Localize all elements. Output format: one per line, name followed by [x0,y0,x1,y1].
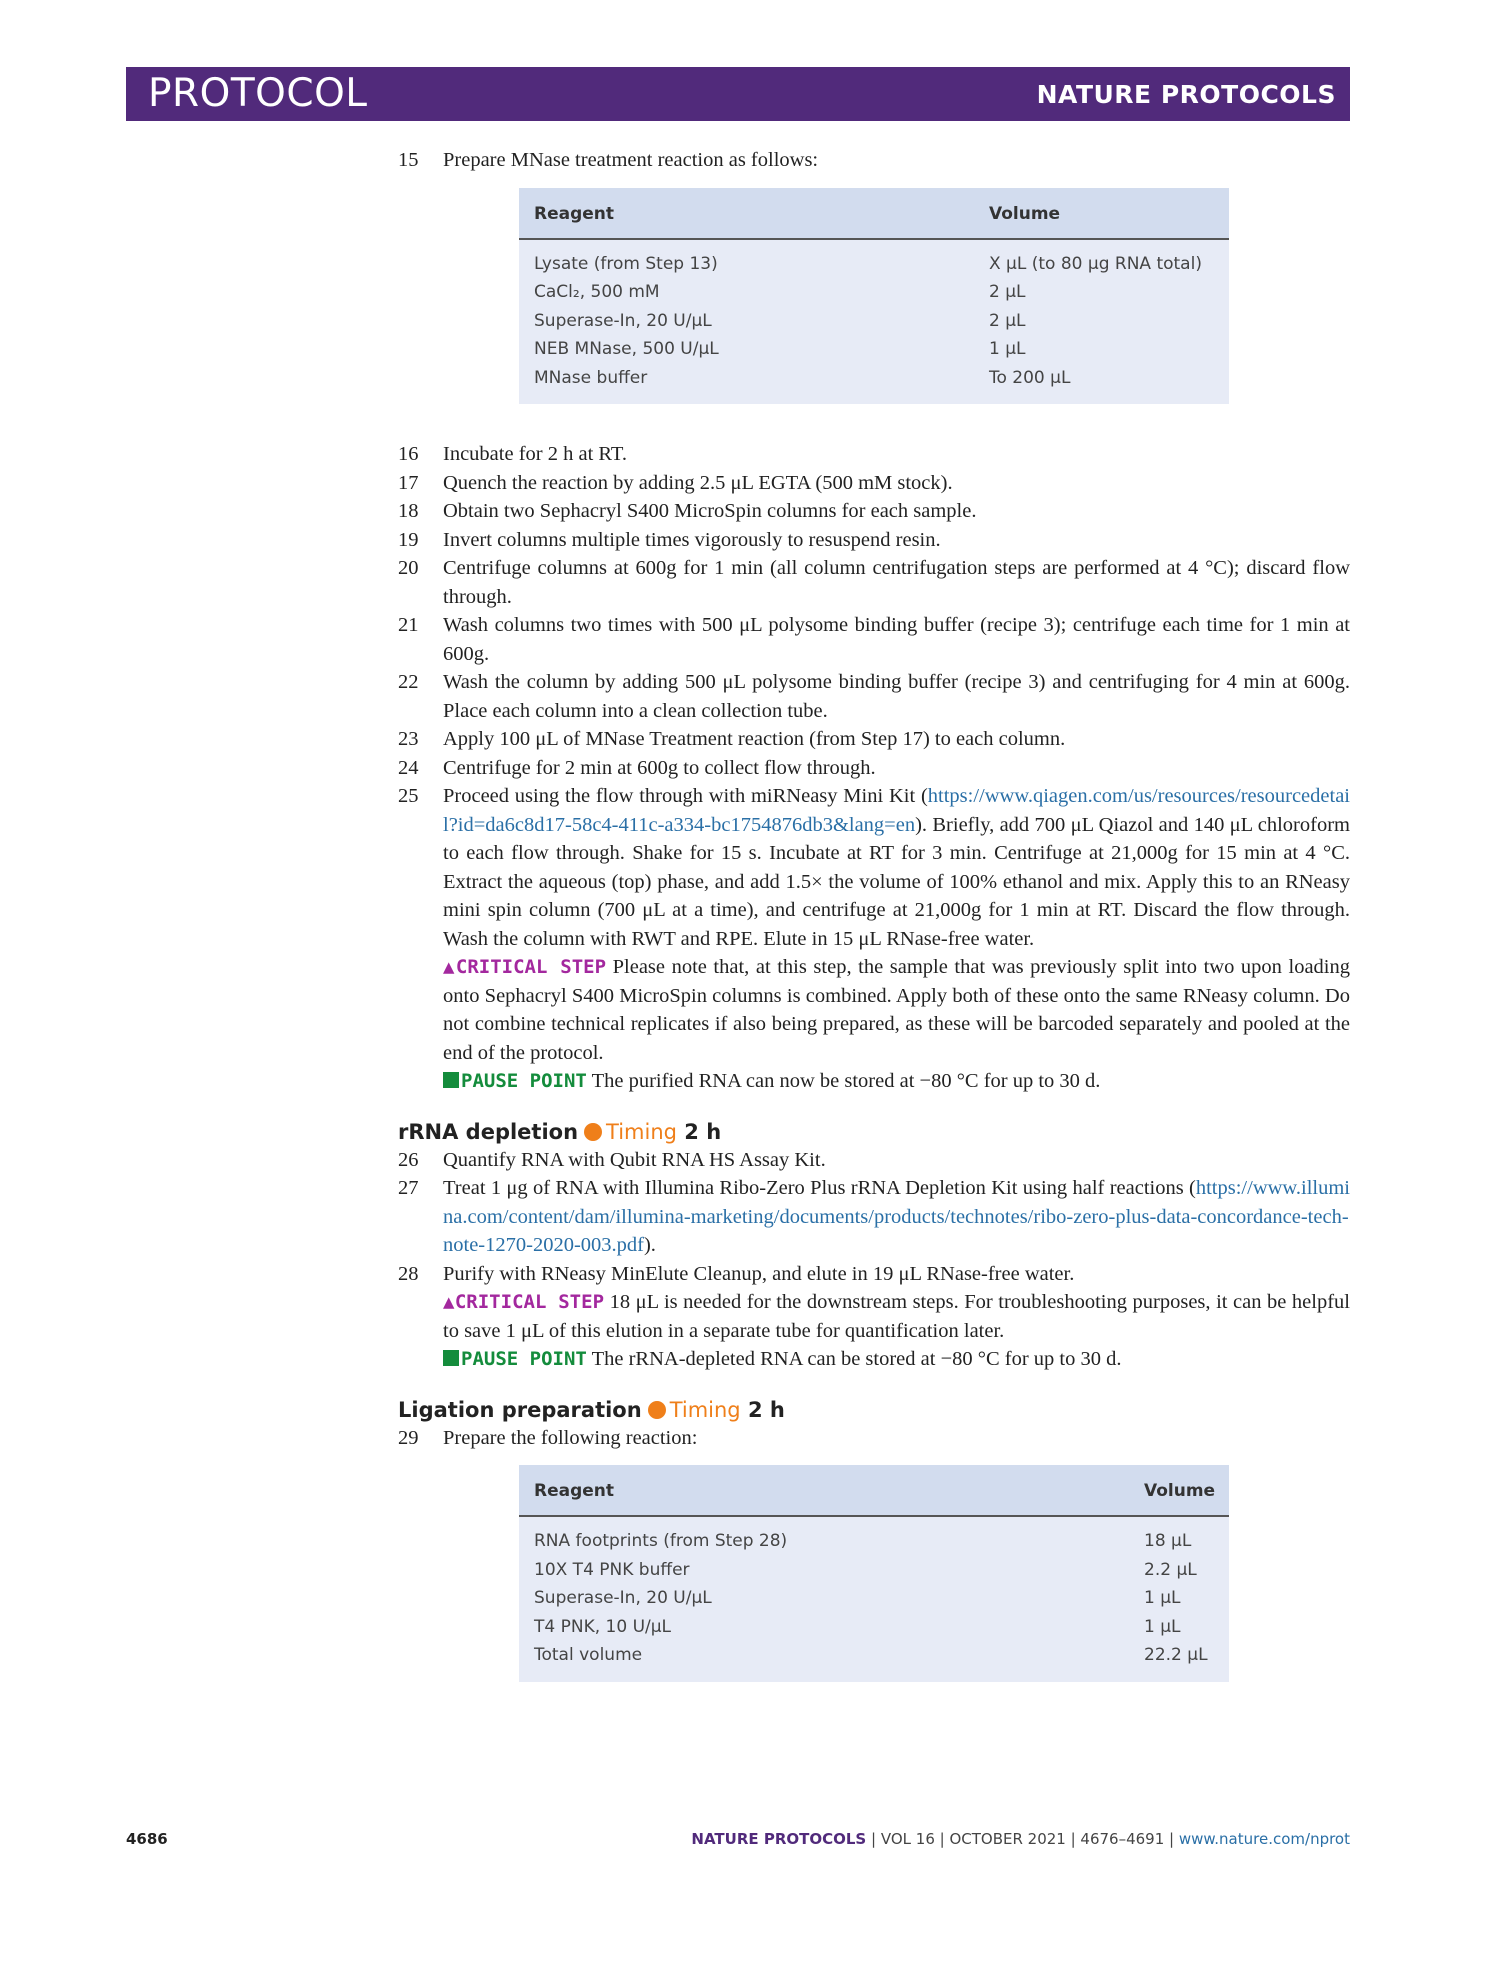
step-24 [398,754,1350,783]
step-25 [398,782,1350,1096]
column-header-volume: Volume [1144,1481,1216,1501]
section-ligation-preparation [398,1396,1350,1424]
cell-reagent: MNase buffer [534,367,648,388]
step-text: Incubate for 2 h at RT. [443,443,627,465]
step-text-post: ). Briefly, add 700 μL Qiazol and 140 μL chloroform to each flow through. Shake for 15 s. Incubate at RT for 3 min. Centrifuge at 21,000g for 15 min at 4 °C. Extract the aqueous (top) phase, and add 1.5× the volume of 100% ethanol and mix. Apply this to an RNeasy mini spin column (700 μL at a time), and centrifuge at 21,000g for 1 min at RT. Discard the flow through. Wash the column with RWT and RPE. Elute in 15 μL RNase-free water. [443,813,1350,950]
table-row [519,250,1229,279]
column-header-reagent: Reagent [534,1481,615,1501]
step-22 [398,668,1350,725]
timing-dot-icon [648,1401,666,1419]
column-header-volume: Volume [989,203,1061,224]
step-text: Centrifuge columns at 600g for 1 min (all column centrifugation steps are performed at 4 °C); discard flow through. [443,557,1350,608]
critical-step-note [443,953,1350,1067]
step-number: 18 [398,500,419,522]
step-text: Quench the reaction by adding 2.5 μL EGTA (500 mM stock). [443,471,953,494]
mnase-reaction-table [519,188,1229,405]
step-number: 20 [398,557,419,579]
step-text: Wash columns two times with 500 μL polysome binding buffer (recipe 3); centrifuge each time for 1 min at 600g. [443,614,1350,665]
cell-volume: X μL (to 80 μg RNA total) [989,253,1202,274]
step-20 [398,554,1350,611]
cell-reagent: CaCl₂, 500 mM [534,282,660,302]
table-row [519,1641,1229,1670]
step-number: 23 [398,728,419,750]
footer-journal: NATURE PROTOCOLS [691,1830,867,1848]
pause-point-label: PAUSE POINT [461,1348,587,1370]
step-number: 19 [398,528,419,551]
critical-step-text: Please note that, at this step, the sample that was previously split into two upon loading onto Sephacryl S400 MicroSpin columns is combined. Apply both of these onto the same RNeasy column. Do not combine technical replicates if also being prepared, as these will be barcoded separately and pooled at the end of the protocol. [443,956,1350,1064]
step-text: Centrifuge for 2 min at 600g to collect flow through. [443,756,876,779]
table-row [519,335,1229,364]
header-journal-name: NATURE PROTOCOLS [1036,80,1336,109]
pause-point-note [443,1067,1350,1096]
table-row [519,1584,1229,1613]
pause-point-label: PAUSE POINT [461,1070,587,1092]
cell-reagent: NEB MNase, 500 U/μL [534,339,719,359]
step-text: Apply 100 μL of MNase Treatment reaction (from Step 17) to each column. [443,728,1066,750]
cell-volume: 1 μL [989,339,1026,359]
cell-reagent: RNA footprints (from Step 28) [534,1531,788,1551]
step-17 [398,469,1350,498]
step-21 [398,611,1350,668]
timing-label: Timing [669,1397,741,1422]
header-section-label: PROTOCOL [148,71,368,116]
step-text: Invert columns multiple times vigorously to resuspend resin. [443,528,941,551]
cell-reagent: T4 PNK, 10 U/μL [534,1616,672,1637]
step-number: 28 [398,1262,419,1285]
cell-volume: 22.2 μL [1144,1645,1208,1665]
main-content [398,146,1350,1682]
step-number: 25 [398,785,419,807]
table-row [519,1556,1229,1585]
footer-citation: | VOL 16 | OCTOBER 2021 | 4676–4691 | [866,1830,1179,1848]
step-text: Wash the column by adding 500 μL polysome binding buffer (recipe 3) and centrifuging for 4 min at 600g. Place each column into a clean collection tube. [443,671,1350,722]
step-29 [398,1424,1350,1453]
pnk-reaction-table [519,1465,1229,1682]
cell-volume: To 200 μL [989,367,1071,388]
step-15 [398,146,1350,175]
step-text: Obtain two Sephacryl S400 MicroSpin columns for each sample. [443,500,977,522]
page-footer [126,1830,1350,1854]
step-text-pre: Proceed using the flow through with miRNeasy Mini Kit ( [443,785,928,807]
cell-reagent: Superase-In, 20 U/μL [534,1588,712,1608]
timing-label: Timing [606,1119,677,1144]
step-27 [398,1174,1350,1260]
step-text: Purify with RNeasy MinElute Cleanup, and elute in 19 μL RNase-free water. [443,1262,1075,1285]
cell-volume: 1 μL [1144,1616,1181,1637]
citation-line [691,1830,1350,1848]
step-number: 26 [398,1148,419,1171]
step-number: 21 [398,614,419,636]
page-header [126,67,1350,121]
step-text: Prepare the following reaction: [443,1426,698,1449]
cell-reagent: Lysate (from Step 13) [534,253,718,274]
table-row [519,1527,1229,1556]
timing-value: 2 h [747,1397,785,1422]
step-23 [398,725,1350,754]
cell-reagent: 10X T4 PNK buffer [534,1559,690,1580]
cell-volume: 2 μL [989,282,1026,302]
critical-step-note [443,1288,1350,1345]
pause-square-icon [443,1072,459,1088]
timing-value: 2 h [684,1119,722,1144]
step-text: Prepare MNase treatment reaction as follows: [443,149,819,171]
qiagen-link[interactable]: https://www.qiagen.com/us/resources/resourcedetail?id=da6c8d17-58c4-411c-a334-bc1754876db3&lang=en [443,785,1350,836]
cell-reagent: Superase-In, 20 U/μL [534,310,712,331]
table-row [519,307,1229,336]
step-number: 29 [398,1426,419,1449]
cell-reagent: Total volume [534,1645,643,1665]
step-text-post: ). [643,1234,656,1256]
step-18 [398,497,1350,526]
section-title: rRNA depletion [398,1119,579,1144]
step-28 [398,1260,1350,1374]
table-header [519,188,1229,240]
critical-step-text: 18 μL is needed for the downstream steps. For troubleshooting purposes, it can be helpful to save 1 μL of this elution in a separate tube for quantification later. [443,1291,1351,1342]
page-number: 4686 [126,1830,168,1848]
step-number: 22 [398,671,419,693]
table-header [519,1465,1229,1517]
table-row [519,1613,1229,1642]
step-19 [398,526,1350,555]
table-row [519,364,1229,393]
step-number: 24 [398,756,419,779]
pause-point-text: The purified RNA can now be stored at −80 °C for up to 30 d. [591,1070,1101,1092]
step-number: 17 [398,471,419,494]
footer-url-link[interactable]: www.nature.com/nprot [1178,1830,1350,1848]
cell-volume: 2 μL [989,310,1026,331]
section-rrna-depletion [398,1118,1350,1146]
section-title: Ligation preparation [398,1397,642,1422]
cell-volume: 2.2 μL [1144,1559,1197,1580]
step-number: 16 [398,443,419,465]
cell-volume: 18 μL [1144,1531,1192,1551]
step-text-pre: Treat 1 μg of RNA with Illumina Ribo-Zero Plus rRNA Depletion Kit using half reactions ( [443,1177,1196,1199]
pause-square-icon [443,1350,459,1366]
step-number: 27 [398,1177,419,1199]
illumina-link[interactable]: https://www.illumina.com/content/dam/illumina-marketing/documents/products/technotes/ribo-zero-plus-data-concordance-tech-note-1270-2020-003.pdf [443,1177,1350,1256]
pause-point-text: The rRNA-depleted RNA can be stored at −80 °C for up to 30 d. [591,1348,1122,1370]
step-26 [398,1146,1350,1175]
critical-step-label: ▲CRITICAL STEP [443,956,607,978]
pause-point-note [443,1345,1350,1374]
critical-step-label: ▲CRITICAL STEP [443,1291,605,1313]
cell-volume: 1 μL [1144,1588,1181,1608]
step-16 [398,440,1350,469]
step-number: 15 [398,149,419,171]
timing-dot-icon [584,1123,602,1141]
step-text: Quantify RNA with Qubit RNA HS Assay Kit. [443,1148,826,1171]
table-row [519,278,1229,307]
column-header-reagent: Reagent [534,203,615,224]
